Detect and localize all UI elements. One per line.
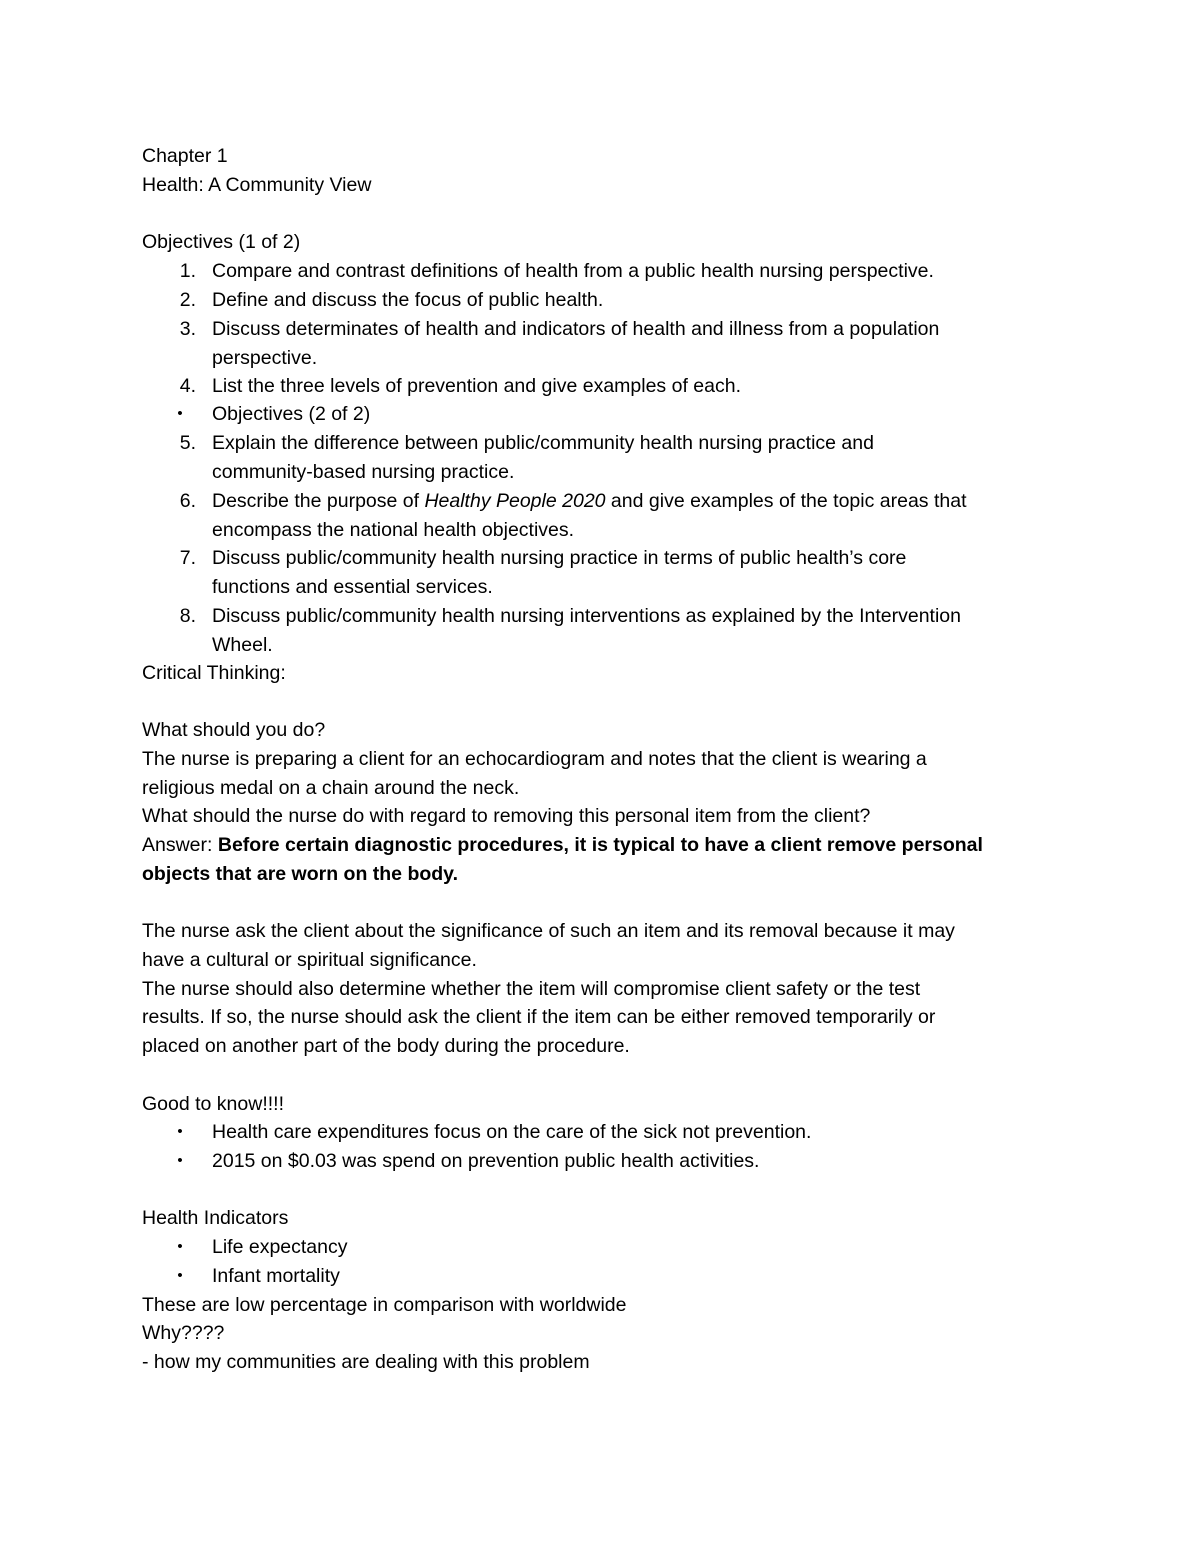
- list-item-text: 2015 on $0.03 was spend on prevention public health activities.: [212, 1150, 760, 1172]
- list-marker: 6.: [179, 490, 196, 512]
- objective-text-post: and give examples of the topic areas that: [605, 490, 967, 512]
- objective-text: Discuss determinates of health and indicators of health and illness from a population: [212, 318, 940, 340]
- answer-bold-text: objects that are worn on the body.: [142, 863, 458, 885]
- list-marker: 2.: [179, 289, 196, 311]
- scenario-text: religious medal on a chain around the neck.: [142, 777, 520, 799]
- paragraph-text: results. If so, the nurse should ask the client if the item can be either removed temporarily or: [142, 1006, 936, 1028]
- paragraph-text: placed on another part of the body during the procedure.: [142, 1035, 630, 1057]
- paragraph-text: have a cultural or spiritual significance.: [142, 949, 477, 971]
- list-item-text: Health care expenditures focus on the care of the sick not prevention.: [212, 1121, 812, 1143]
- objective-text: [212, 487, 967, 516]
- note-text: Why????: [142, 1322, 225, 1344]
- objective-text: List the three levels of prevention and give examples of each.: [212, 375, 741, 397]
- health-indicators-heading: Health Indicators: [142, 1207, 289, 1229]
- prompt-text: What should the nurse do with regard to removing this personal item from the client?: [142, 805, 871, 827]
- objective-text-cont: community-based nursing practice.: [212, 460, 515, 483]
- objective-text-cont: functions and essential services.: [212, 575, 493, 598]
- scenario-text: The nurse is preparing a client for an echocardiogram and notes that the client is wearing a: [142, 748, 927, 770]
- objectives-heading: Objectives (1 of 2): [142, 231, 301, 253]
- objective-text: Discuss public/community health nursing interventions as explained by the Intervention: [212, 605, 961, 627]
- paragraph-text: The nurse ask the client about the significance of such an item and its removal because it may: [142, 920, 955, 942]
- chapter-label: Chapter 1: [142, 145, 228, 167]
- list-item-text: Infant mortality: [212, 1265, 340, 1287]
- answer-bold-text: Before certain diagnostic procedures, it is typical to have a client remove personal: [217, 834, 983, 856]
- objective-text: Objectives (2 of 2): [212, 403, 371, 425]
- note-text: These are low percentage in comparison with worldwide: [142, 1294, 627, 1316]
- question-text: What should you do?: [142, 719, 326, 741]
- list-marker: 8.: [179, 605, 196, 627]
- list-marker: 3.: [179, 318, 196, 340]
- good-to-know-heading: Good to know!!!!: [142, 1093, 284, 1115]
- answer-label: Answer:: [142, 834, 218, 856]
- list-marker: 5.: [179, 432, 196, 454]
- list-item-text: Life expectancy: [212, 1236, 348, 1258]
- bullet-marker: •: [177, 1238, 183, 1255]
- objective-text-cont: perspective.: [212, 346, 318, 369]
- critical-thinking-heading: Critical Thinking:: [142, 662, 286, 684]
- objective-text: Explain the difference between public/community health nursing practice and: [212, 432, 874, 454]
- objective-text: Compare and contrast definitions of health from a public health nursing perspective.: [212, 260, 934, 282]
- bullet-marker: •: [177, 1123, 183, 1140]
- healthy-people-title: Healthy People 2020: [424, 490, 606, 512]
- objective-text-pre: Describe the purpose of: [212, 490, 425, 512]
- answer-line: [142, 831, 983, 860]
- bullet-marker: •: [177, 1152, 183, 1169]
- objective-text-cont: encompass the national health objectives.: [212, 518, 575, 541]
- paragraph-text: The nurse should also determine whether the item will compromise client safety or the test: [142, 978, 921, 1000]
- objective-text-cont: Wheel.: [212, 633, 273, 656]
- bullet-marker: •: [177, 1267, 183, 1284]
- chapter-title: Health: A Community View: [142, 174, 372, 196]
- objective-text: Define and discuss the focus of public health.: [212, 289, 604, 311]
- bullet-marker: •: [177, 405, 183, 422]
- list-marker: 1.: [179, 260, 196, 282]
- list-marker: 4.: [179, 375, 196, 397]
- note-text: - how my communities are dealing with this problem: [142, 1351, 590, 1373]
- objective-text: Discuss public/community health nursing practice in terms of public health’s core: [212, 547, 907, 569]
- list-marker: 7.: [179, 547, 196, 569]
